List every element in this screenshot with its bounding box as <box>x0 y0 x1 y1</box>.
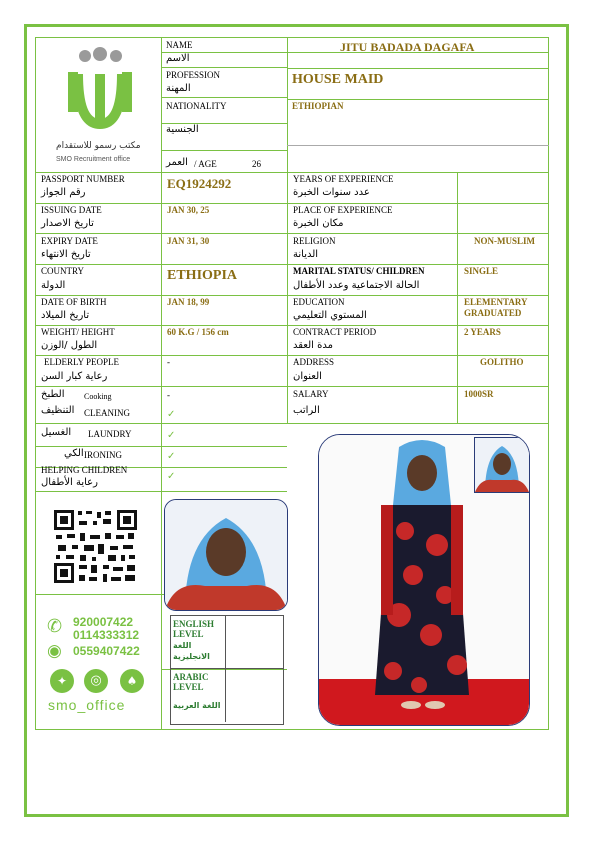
smo-logo <box>50 44 150 169</box>
phone-number-1[interactable]: 920007422 <box>73 615 134 629</box>
profession-label: PROFESSION <box>166 70 221 80</box>
years-experience-label: YEARS OF EXPERIENCE <box>293 174 394 184</box>
expiry-date-label-ar: تاريخ الانتهاء <box>41 249 91 260</box>
ironing-label: IRONING <box>84 450 122 460</box>
cooking-label: Cooking <box>84 392 112 401</box>
marital-status-label: MARITAL STATUS/ CHILDREN <box>293 266 425 276</box>
cooking-value: - <box>167 390 170 400</box>
elderly-value: - <box>167 357 170 367</box>
phone-number-2[interactable]: 0114333312 <box>73 628 140 642</box>
religion-label: RELIGION <box>293 236 336 246</box>
passport-label: PASSPORT NUMBER <box>41 174 125 184</box>
dob-label: DATE OF BIRTH <box>41 297 107 307</box>
dob-value: JAN 18, 99 <box>167 297 210 307</box>
address-value: GOLITHO <box>480 357 524 367</box>
ironing-label-ar: الكي <box>64 448 84 459</box>
ironing-check-icon: ✓ <box>167 451 176 462</box>
arabic-level-label-ar: اللغة العربية <box>173 701 221 710</box>
country-value: ETHIOPIA <box>167 268 238 283</box>
english-level-label: ENGLISH LEVEL <box>173 619 215 639</box>
instagram-icon[interactable]: ◎ <box>84 669 108 693</box>
laundry-label-ar: الغسيل <box>41 427 72 438</box>
age-label-ar: العمر <box>166 157 188 168</box>
salary-value: 1000SR <box>464 389 494 399</box>
address-label: ADDRESS <box>293 357 335 367</box>
whatsapp-icon: ◉ <box>47 641 62 660</box>
logo-brand-ar: مكتب رسمو للاستقدام <box>56 141 141 151</box>
dob-label-ar: تاريخ الميلاد <box>41 310 90 321</box>
language-box <box>170 615 284 725</box>
qr-code <box>53 509 138 584</box>
contract-period-value: 2 YEARS <box>464 327 501 337</box>
cv-sheet <box>35 37 549 730</box>
headshot-photo <box>164 499 288 611</box>
religion-value: NON-MUSLIM <box>474 236 535 246</box>
name-label: NAME <box>166 40 193 50</box>
helping-children-check-icon: ✓ <box>167 471 176 482</box>
marital-status-value: SINGLE <box>464 266 499 276</box>
phone-icon: ✆ <box>47 616 63 636</box>
expiry-date-label: EXPIRY DATE <box>41 236 98 246</box>
address-label-ar: العنوان <box>293 371 322 382</box>
education-label-ar: المستوي التعليمي <box>293 310 367 321</box>
age-value: 26 <box>252 159 261 169</box>
passport-label-ar: رقم الجواز <box>41 187 86 198</box>
education-label: EDUCATION <box>293 297 345 307</box>
arabic-level-label: ARABIC LEVEL <box>173 672 209 692</box>
religion-label-ar: الديانة <box>293 249 319 260</box>
full-body-photo <box>318 434 530 726</box>
age-label: / AGE <box>194 159 217 169</box>
marital-status-label-ar: الحالة الاجتماعية وعدد الأطفال <box>293 280 420 291</box>
name-value: JITU BADADA DAGAFA <box>340 40 475 54</box>
contract-period-label: CONTRACT PERIOD <box>293 327 377 337</box>
issuing-date-label: ISSUING DATE <box>41 205 102 215</box>
qr-code-icon <box>53 509 138 584</box>
years-experience-label-ar: عدد سنوات الخبرة <box>293 187 370 198</box>
helping-children-label: HELPING CHILDREN <box>41 465 128 475</box>
profession-label-ar: المهنة <box>166 83 191 94</box>
helping-children-label-ar: رعاية الأطفال <box>41 477 98 488</box>
nationality-value: ETHIOPIAN <box>292 101 344 111</box>
passport-value: EQ1924292 <box>167 176 232 191</box>
whatsapp-number[interactable]: 0559407422 <box>73 644 140 658</box>
nationality-label-ar: الجنسية <box>166 124 199 135</box>
elderly-label: ELDERLY PEOPLE <box>44 357 120 367</box>
laundry-label: LAUNDRY <box>88 429 132 439</box>
contract-period-label-ar: مدة العقد <box>293 340 333 351</box>
country-label: COUNTRY <box>41 266 85 276</box>
expiry-date-value: JAN 31, 30 <box>167 236 210 246</box>
education-value: ELEMENTARY GRADUATED <box>464 297 528 318</box>
issuing-date-value: JAN 30, 25 <box>167 205 210 215</box>
name-label-ar: الاسم <box>166 53 190 64</box>
twitter-icon[interactable]: ✦ <box>50 669 74 693</box>
logo-mark-icon <box>50 44 150 134</box>
country-label-ar: الدولة <box>41 280 66 291</box>
cleaning-label: CLEANING <box>84 408 130 418</box>
english-level-label-ar: اللغة الانجليزية <box>173 641 210 661</box>
weight-height-value: 60 K.G / 156 cm <box>167 327 229 337</box>
laundry-check-icon: ✓ <box>167 430 176 441</box>
logo-brand-en: SMO Recruitment office <box>56 156 131 163</box>
cooking-label-ar: الطبخ <box>41 389 65 400</box>
salary-label: SALARY <box>293 389 329 399</box>
snapchat-icon[interactable]: ♠ <box>120 669 144 693</box>
elderly-label-ar: رعاية كبار السن <box>41 371 108 382</box>
cleaning-label-ar: التنظيف <box>41 405 75 416</box>
weight-height-label-ar: الطول /الوزن <box>41 340 98 351</box>
inset-headshot-photo <box>474 437 530 493</box>
issuing-date-label-ar: تاريخ الاصدار <box>41 218 94 229</box>
cleaning-check-icon: ✓ <box>167 409 176 420</box>
place-experience-label-ar: مكان الخبرة <box>293 218 344 229</box>
social-handle[interactable]: smo_office <box>48 697 126 713</box>
nationality-label: NATIONALITY <box>166 101 227 111</box>
salary-label-ar: الراتب <box>293 405 320 416</box>
weight-height-label: WEIGHT/ HEIGHT <box>41 327 115 337</box>
profession-value: HOUSE MAID <box>292 72 384 87</box>
place-experience-label: PLACE OF EXPERIENCE <box>293 205 393 215</box>
